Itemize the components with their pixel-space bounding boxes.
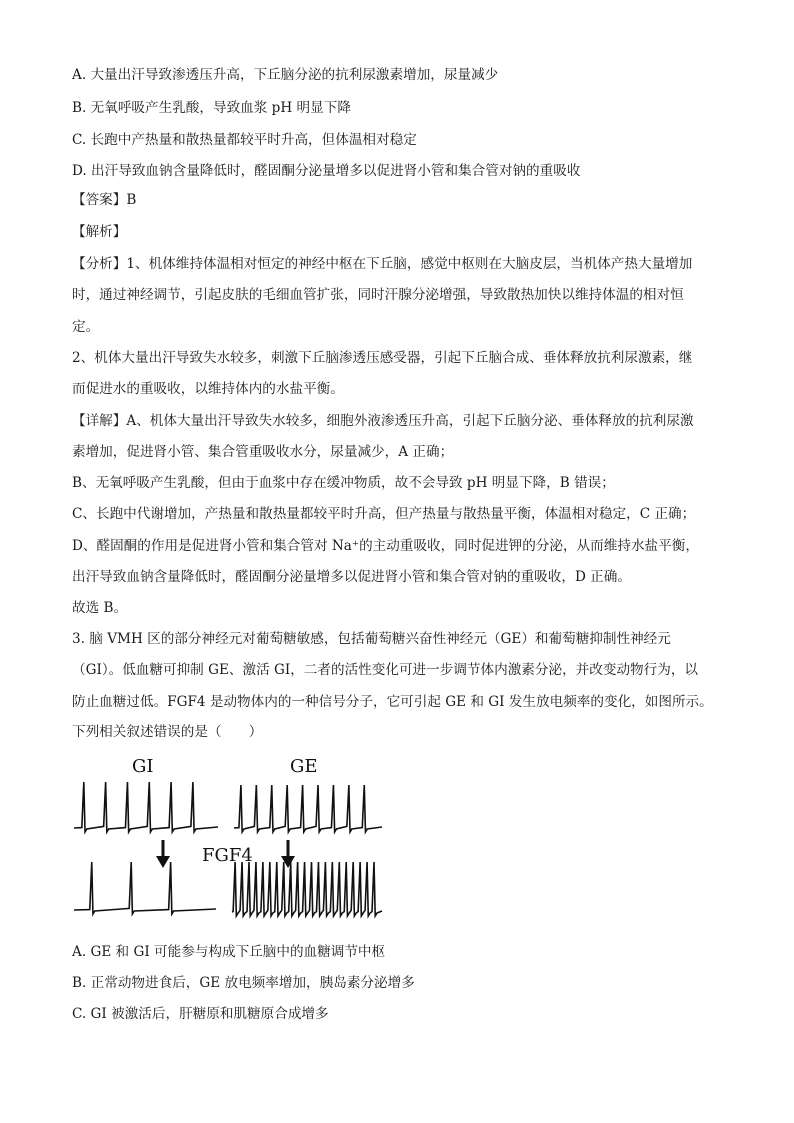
analysis-line: 定。 (72, 319, 100, 335)
option-c: C. GI 被激活后，肝糖原和肌糖原合成增多 (72, 1006, 329, 1022)
question-stem-line: （GI）。低血糖可抑制 GE、激活 GI，二者的活性变化可进一步调节体内激素分泌，并改变动物行为，以 (72, 662, 699, 678)
down-arrow-icon (156, 840, 170, 868)
detail-line: 出汗导致血钠含量降低时，醛固酮分泌量增多以促进肾小管和集合管对钠的重吸收，D 正确。 (72, 569, 631, 585)
ge-trace-before (234, 785, 382, 832)
analysis-heading: 【解析】 (72, 224, 127, 240)
ge-label: GE (290, 756, 318, 777)
detail-line: B、无氧呼吸产生乳酸，但由于血浆中存在缓冲物质，故不会导致 pH 明显下降，B 错误； (72, 475, 615, 491)
ge-trace-after (232, 862, 382, 916)
spike-train-path (232, 862, 382, 916)
answer-line: 【答案】B (72, 192, 137, 208)
gi-label: GI (132, 756, 154, 777)
detail-line: D、醛固酮的作用是促进肾小管和集合管对 Na⁺的主动重吸收，同时促进钾的分泌，从而维持水盐平衡， (72, 538, 699, 554)
analysis-line: 而促进水的重吸收，以维持体内的水盐平衡。 (72, 381, 344, 397)
option-a-prev: A. 大量出汗导致渗透压升高，下丘脑分泌的抗利尿激素增加，尿量减少 (72, 67, 499, 83)
neuron-firing-figure (70, 752, 390, 922)
gi-trace-after (74, 862, 216, 914)
question-stem-line: 防止血糖过低。FGF4 是动物体内的一种信号分子，它可引起 GE 和 GI 发生放电频率的变化，如图所示。 (72, 694, 713, 710)
question-stem-line: 3. 脑 VMH 区的部分神经元对葡萄糖敏感，包括葡萄糖兴奋性神经元（GE）和葡萄糖抑制性神经元 (72, 631, 671, 647)
analysis-line: 2、机体大量出汗导致失水较多，刺激下丘脑渗透压感受器，引起下丘脑合成、垂体释放抗利尿激素，继 (72, 350, 693, 366)
detail-line: 素增加，促进肾小管、集合管重吸收水分，尿量减少，A 正确； (72, 444, 454, 460)
option-d-prev: D. 出汗导致血钠含量降低时，醛固酮分泌量增多以促进肾小管和集合管对钠的重吸收 (72, 163, 581, 179)
option-b-prev: B. 无氧呼吸产生乳酸，导致血浆 pH 明显下降 (72, 100, 351, 116)
conclusion-line: 故选 B。 (72, 600, 128, 616)
analysis-line: 时，通过神经调节，引起皮肤的毛细血管扩张，同时汗腺分泌增强，导致散热加快以维持体温的相对恒 (72, 287, 684, 303)
option-c-prev: C. 长跑中产热量和散热量都较平时升高，但体温相对稳定 (72, 132, 417, 148)
analysis-line: 【分析】1、机体维持体温相对恒定的神经中枢在下丘脑，感觉中枢则在大脑皮层，当机体产热大量增加 (72, 256, 693, 272)
spike-train-path (74, 782, 218, 832)
spike-train-path (74, 862, 216, 914)
spike-train-path (234, 785, 382, 832)
detail-line: 【详解】A、机体大量出汗导致失水较多，细胞外液渗透压升高，引起下丘脑分泌、垂体释放的抗利尿激 (72, 413, 694, 429)
gi-trace-before (74, 782, 218, 832)
question-stem-line: 下列相关叙述错误的是（ ） (72, 724, 263, 740)
fgf4-label: FGF4 (202, 845, 253, 866)
detail-line: C、长跑中代谢增加，产热量和散热量都较平时升高，但产热量与散热量平衡，体温相对稳定，C 正确； (72, 506, 696, 522)
option-b: B. 正常动物进食后，GE 放电频率增加，胰岛素分泌增多 (72, 975, 415, 991)
spike-trains-svg (70, 752, 390, 922)
option-a: A. GE 和 GI 可能参与构成下丘脑中的血糖调节中枢 (72, 944, 386, 960)
